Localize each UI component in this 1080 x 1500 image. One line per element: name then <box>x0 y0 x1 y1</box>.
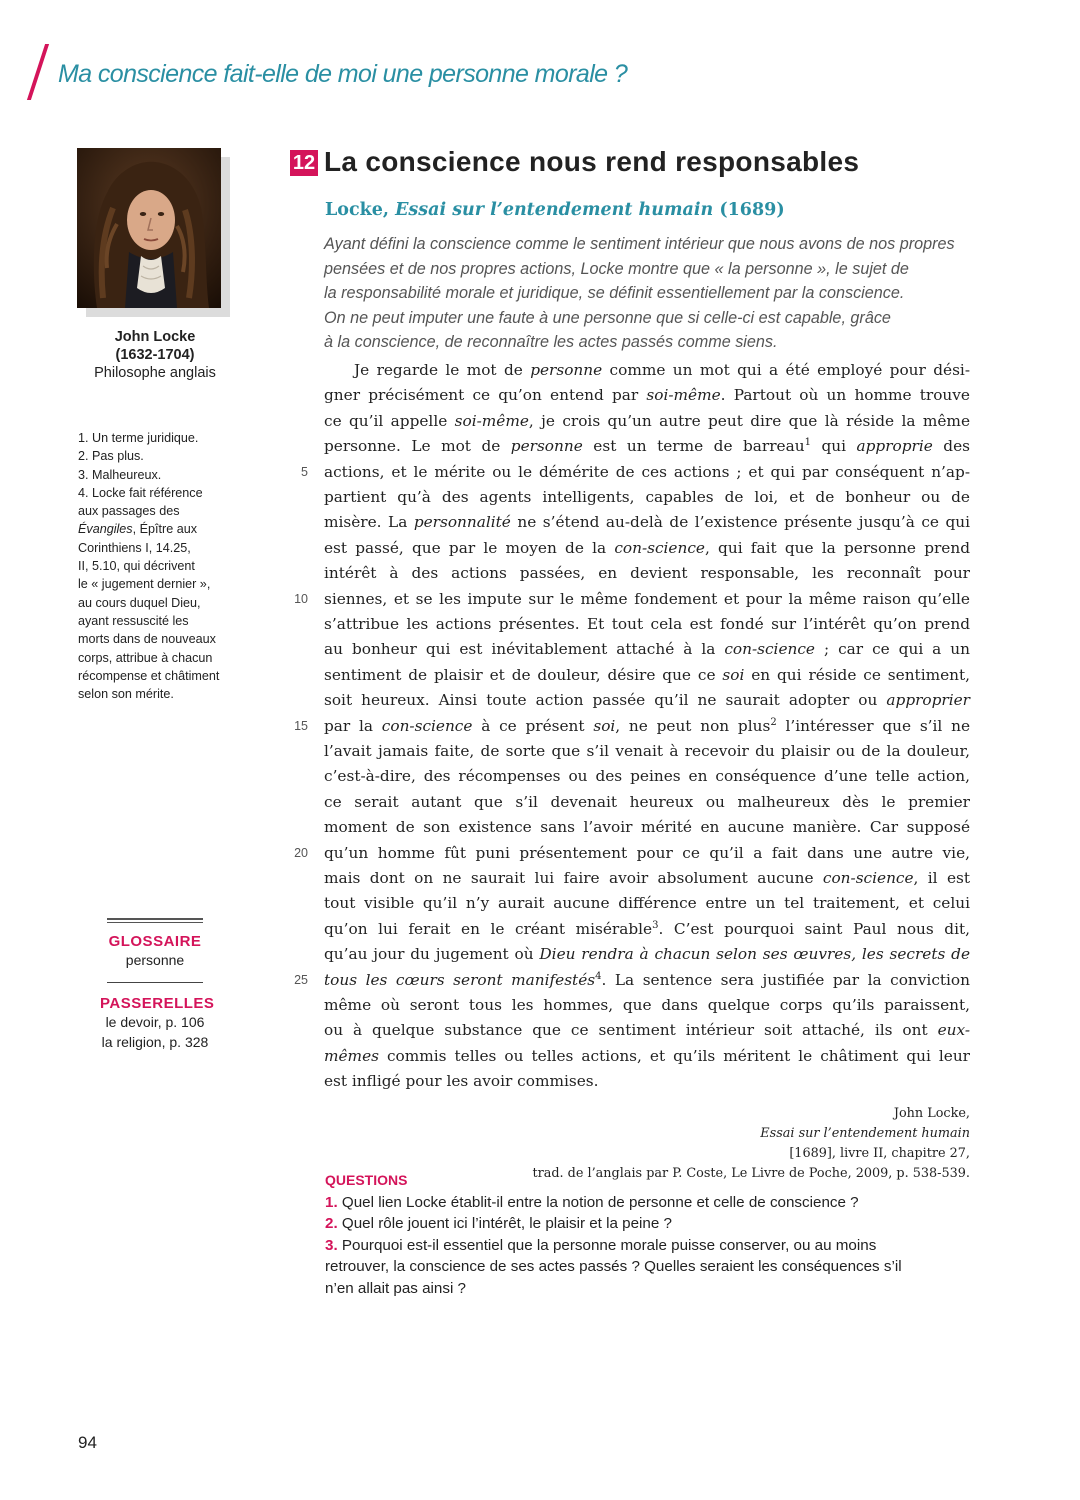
text-run: aux passages des <box>78 504 180 519</box>
document-number-badge: 12 <box>290 150 318 176</box>
text-run: con-science <box>614 538 705 557</box>
citation-line <box>470 1104 970 1164</box>
question-text: n’en allait pas ainsi ? <box>325 1279 466 1297</box>
text-run: John Locke, <box>893 1106 970 1121</box>
footnote-line <box>78 539 238 557</box>
text-run: actions, et le mérite ou le démérite de ces actions ; et qui par conséquent n’ap- <box>324 462 970 481</box>
footnote-line <box>78 685 238 703</box>
passerelle-link-religion[interactable]: la religion, p. 328 <box>101 1034 209 1050</box>
source-line <box>325 200 785 220</box>
text-run: c’est-à-dire, des récompenses ou des peines en conséquence d’une telle action, <box>324 767 970 786</box>
text-line <box>324 1069 970 1094</box>
portrait-illustration <box>77 148 221 308</box>
text-run: est un terme de barreau <box>582 437 805 456</box>
text-line <box>324 841 970 866</box>
text-run: con-science <box>822 869 914 887</box>
question-number: 1. <box>325 1193 342 1211</box>
line-number: 10 <box>294 591 308 606</box>
text-line <box>324 891 970 916</box>
text-run: comme un mot qui a été employé pour dési- <box>602 361 970 379</box>
text-run: des <box>932 437 971 456</box>
text-run: s’attribue les actions présentes. Et tout cela est fondé sur l’intérêt qu’on prend <box>324 615 970 633</box>
text-run: approprie <box>856 437 933 456</box>
text-line <box>324 663 970 688</box>
text-run: soi <box>593 716 616 735</box>
text-line <box>324 993 970 1018</box>
text-run: , Épître aux <box>132 522 198 537</box>
text-run: moment de son existence sans l’avoir mérité en aucune manière. Car supposé <box>324 818 970 837</box>
question-text: Quel rôle jouent ici l’intérêt, le plaisir et la peine ? <box>341 1215 672 1232</box>
text-run: corps, attribue à chacun <box>78 650 213 665</box>
text-run: est infligé pour les avoir commises. <box>324 1072 599 1091</box>
text-run: , ne peut non plus <box>615 716 771 735</box>
introduction-paragraph <box>324 232 974 355</box>
text-run: ou à quelque substance que ce sentiment intérieur soit attaché, ils ont <box>324 1021 938 1040</box>
source-work: Essai sur l’entendement humain <box>395 200 714 220</box>
text-run: . La sentence sera justifiée par la conviction <box>601 970 970 989</box>
author-name: John Locke <box>114 329 196 345</box>
text-line <box>324 637 970 662</box>
text-line <box>324 1044 970 1069</box>
text-line <box>324 714 970 739</box>
line-number: 15 <box>294 718 308 733</box>
footnote-marker: 2 <box>770 716 777 728</box>
text-line <box>324 917 970 942</box>
footnotes-list <box>78 429 238 703</box>
text-run: soi-même <box>646 386 721 405</box>
text-run: qui <box>810 437 857 456</box>
text-line <box>324 688 970 713</box>
footnote-line <box>78 649 238 667</box>
question-line <box>325 1256 965 1278</box>
text-run: , il est <box>913 869 971 887</box>
text-run: personne <box>530 361 603 379</box>
text-line <box>324 358 970 383</box>
question-number: 2. <box>325 1215 342 1232</box>
glossary-separator <box>107 982 203 983</box>
text-run: Évangiles <box>78 522 133 537</box>
footnote-line <box>78 429 238 447</box>
glossary-rule-thick <box>107 918 203 920</box>
text-run: qu’on lui ferait en le créant misérable <box>324 919 653 938</box>
glossary-rule-thin <box>107 922 203 923</box>
text-run: 3. Malheureux. <box>78 467 162 482</box>
text-run: Essai sur l’entendement humain <box>760 1126 970 1141</box>
text-run: Je regarde le mot de <box>354 361 531 379</box>
text-line <box>324 1018 970 1043</box>
footnote-line <box>78 575 238 593</box>
questions-section <box>325 1170 965 1299</box>
text-run: l’avait jamais faite, de sorte que s’il venait à recevoir du plaisir ou de la douleur, <box>324 742 970 760</box>
text-run: ayant ressuscité les <box>78 613 189 628</box>
question-text: Pourquoi est-il essentiel que la personne morale puisse conserver, ou au moins <box>341 1236 877 1254</box>
text-run: ne s’étend au-delà de l’existence présente jusqu’à ce qui <box>510 513 970 532</box>
text-run: à ce présent <box>472 716 594 735</box>
passerelles-title: PASSERELLES <box>100 995 215 1012</box>
passerelle-link-devoir[interactable]: le devoir, p. 106 <box>105 1014 205 1030</box>
text-run: Corinthiens I, 14.25, <box>78 540 191 555</box>
footnote-line <box>78 520 238 538</box>
text-run: par la <box>324 716 382 735</box>
footnote-line <box>78 667 238 685</box>
text-run: intérêt à des actions passées, en devient responsable, les reconnaît pour <box>324 564 970 583</box>
intro-line: pensées et de nos propres actions, Locke montre que « la personne », le sujet de <box>324 259 909 278</box>
text-line <box>324 485 970 510</box>
line-number: 5 <box>301 464 308 479</box>
text-run: ; car ce qui a un <box>814 640 970 659</box>
text-run: eux- <box>937 1021 970 1040</box>
text-line <box>324 409 970 434</box>
text-run: ce qu’il appelle <box>324 411 455 430</box>
text-run: soi-même <box>454 411 529 430</box>
footnote-line <box>78 630 238 648</box>
glossary-item[interactable]: personne <box>125 952 185 968</box>
text-run: est passé, que par le moyen de la <box>324 538 615 557</box>
footnote-marker: 4 <box>595 970 602 982</box>
text-run: 2. Pas plus. <box>78 449 144 464</box>
source-year: (1689) <box>713 200 785 220</box>
text-run: , je crois qu’un autre peut dire que là réside la même <box>528 411 970 430</box>
intro-line: Ayant défini la conscience comme le sentiment intérieur que nous avons de nos propres <box>324 235 955 253</box>
text-line <box>324 764 970 789</box>
text-line <box>324 790 970 815</box>
text-run: Dieu rendra à chacun selon ses œuvres, les secrets de <box>539 945 970 964</box>
text-run: morts dans de nouveaux <box>78 632 216 647</box>
text-line <box>324 968 970 993</box>
text-run: au bonheur qui est inévitablement attaché à la <box>324 640 725 659</box>
text-run: l’intéresser que s’il ne <box>776 716 971 735</box>
text-run: personnalité <box>413 513 511 532</box>
text-run: personne <box>510 437 583 456</box>
text-run: au cours duquel Dieu, <box>78 595 201 610</box>
text-run: . Partout où un homme trouve <box>720 386 970 405</box>
text-line <box>324 739 970 764</box>
text-line <box>324 815 970 840</box>
author-role: Philosophe anglais <box>94 365 216 381</box>
footnote-line <box>78 557 238 575</box>
text-run: soit heureux. Ainsi toute action passée qu’il ne saurait adopter ou <box>324 691 887 710</box>
footnote-line <box>78 594 238 612</box>
text-line <box>324 383 970 408</box>
footnote-line <box>78 484 238 502</box>
intro-line: à la conscience, de reconnaître les actes passés comme siens. <box>324 333 778 351</box>
glossary-title: GLOSSAIRE <box>108 933 202 950</box>
question-line <box>325 1213 965 1235</box>
header-slash-decoration <box>27 44 49 100</box>
text-line <box>324 587 970 612</box>
source-author: Locke, <box>325 200 396 220</box>
text-run: soi <box>722 665 745 684</box>
text-run: II, 5.10, qui décrivent <box>78 559 195 574</box>
footnote-line <box>78 447 238 465</box>
text-run: siennes, et se les impute sur le même fondement et pour la même raison qu’elle <box>324 589 970 608</box>
text-run: trad. de l’anglais par P. Coste, Le Livre de Poche, 2009, p. 538-539. <box>532 1166 970 1181</box>
text-run: . C’est pourquoi saint Paul nous dit, <box>658 919 971 938</box>
text-run: approprier <box>886 691 970 710</box>
text-run: commis telles ou telles actions, et qu’ils méritent le châtiment qui leur <box>378 1046 970 1065</box>
text-line <box>324 510 970 535</box>
text-run: gner précisément ce qu’on entend par <box>324 386 647 405</box>
text-run: récompense et châtiment <box>78 668 220 683</box>
text-line <box>324 434 970 459</box>
text-run: qu’un homme fût puni présentement pour ce qu’il a fait dans une autre vie, <box>324 843 970 862</box>
text-run: tout visible qu’il n’y aurait aucune différence entre un tel traitement, et celui <box>324 894 970 913</box>
text-run: selon son mérite. <box>78 687 174 702</box>
questions-list <box>325 1192 965 1300</box>
text-run: le « jugement dernier », <box>78 577 211 592</box>
intro-line: On ne peut imputer une faute à une personne que si celle-ci est capable, grâce <box>324 308 891 327</box>
questions-heading: QUESTIONS <box>325 1172 408 1188</box>
footnote-line <box>78 502 238 520</box>
author-portrait <box>77 148 221 308</box>
text-line <box>324 942 970 967</box>
question-line <box>325 1192 965 1214</box>
text-run: sentiment de plaisir et de douleur, désire que ce <box>324 665 723 684</box>
text-run: [1689], livre II, chapitre 27, <box>789 1146 970 1161</box>
question-number: 3. <box>325 1236 342 1254</box>
footnote-marker: 1 <box>804 437 811 449</box>
footnote-marker: 3 <box>652 919 659 931</box>
text-run: même où seront tous les hommes, que dans quelque corps qu’ils paraissent, <box>324 996 970 1014</box>
text-line <box>324 561 970 586</box>
text-line <box>324 536 970 561</box>
page-number: 94 <box>78 1433 97 1452</box>
text-run: qu’au jour du jugement où <box>324 945 540 964</box>
text-run: en qui réside ce sentiment, <box>744 665 970 684</box>
text-line <box>324 460 970 485</box>
document-title: La conscience nous rend responsables <box>324 146 860 177</box>
glossary-panel <box>100 918 215 1052</box>
intro-line: la responsabilité morale et juridique, se définit essentiellement par la conscience. <box>324 284 905 302</box>
text-run: , qui fait que la personne prend <box>704 538 970 557</box>
text-run: misère. La <box>324 513 414 532</box>
question-text: retrouver, la conscience de ses actes passés ? Quelles seraient les conséquences s’il <box>325 1258 902 1275</box>
chapter-header-title: Ma conscience fait-elle de moi une personne morale ? <box>58 60 628 88</box>
author-caption <box>60 328 250 382</box>
author-dates: (1632-1704) <box>115 347 195 363</box>
line-number: 20 <box>294 845 308 860</box>
question-line <box>325 1235 965 1257</box>
text-run: con-science <box>724 640 815 659</box>
line-number: 25 <box>294 972 308 987</box>
footnote-line <box>78 466 238 484</box>
text-run: partient qu’à des agents intelligents, capables de loi, et de bonheur ou de <box>324 488 970 506</box>
text-line <box>324 866 970 891</box>
text-run: ce serait autant que s’il devenait heureux ou malheureux dès le premier <box>324 792 970 811</box>
footnote-line <box>78 612 238 630</box>
text-run: mêmes <box>324 1046 379 1065</box>
text-run: 4. Locke fait référence <box>78 485 203 500</box>
text-run: 1. Un terme juridique. <box>78 431 199 445</box>
question-line <box>325 1278 965 1300</box>
text-run: mais dont on ne saurait lui faire avoir absolument aucune <box>324 869 823 887</box>
text-line <box>324 612 970 637</box>
text-run: con-science <box>381 716 473 735</box>
question-text: Quel lien Locke établit-il entre la notion de personne et celle de conscience ? <box>341 1193 859 1211</box>
text-run: tous les cœurs seront manifestés <box>324 970 596 989</box>
text-run: personne. Le mot de <box>324 437 511 456</box>
